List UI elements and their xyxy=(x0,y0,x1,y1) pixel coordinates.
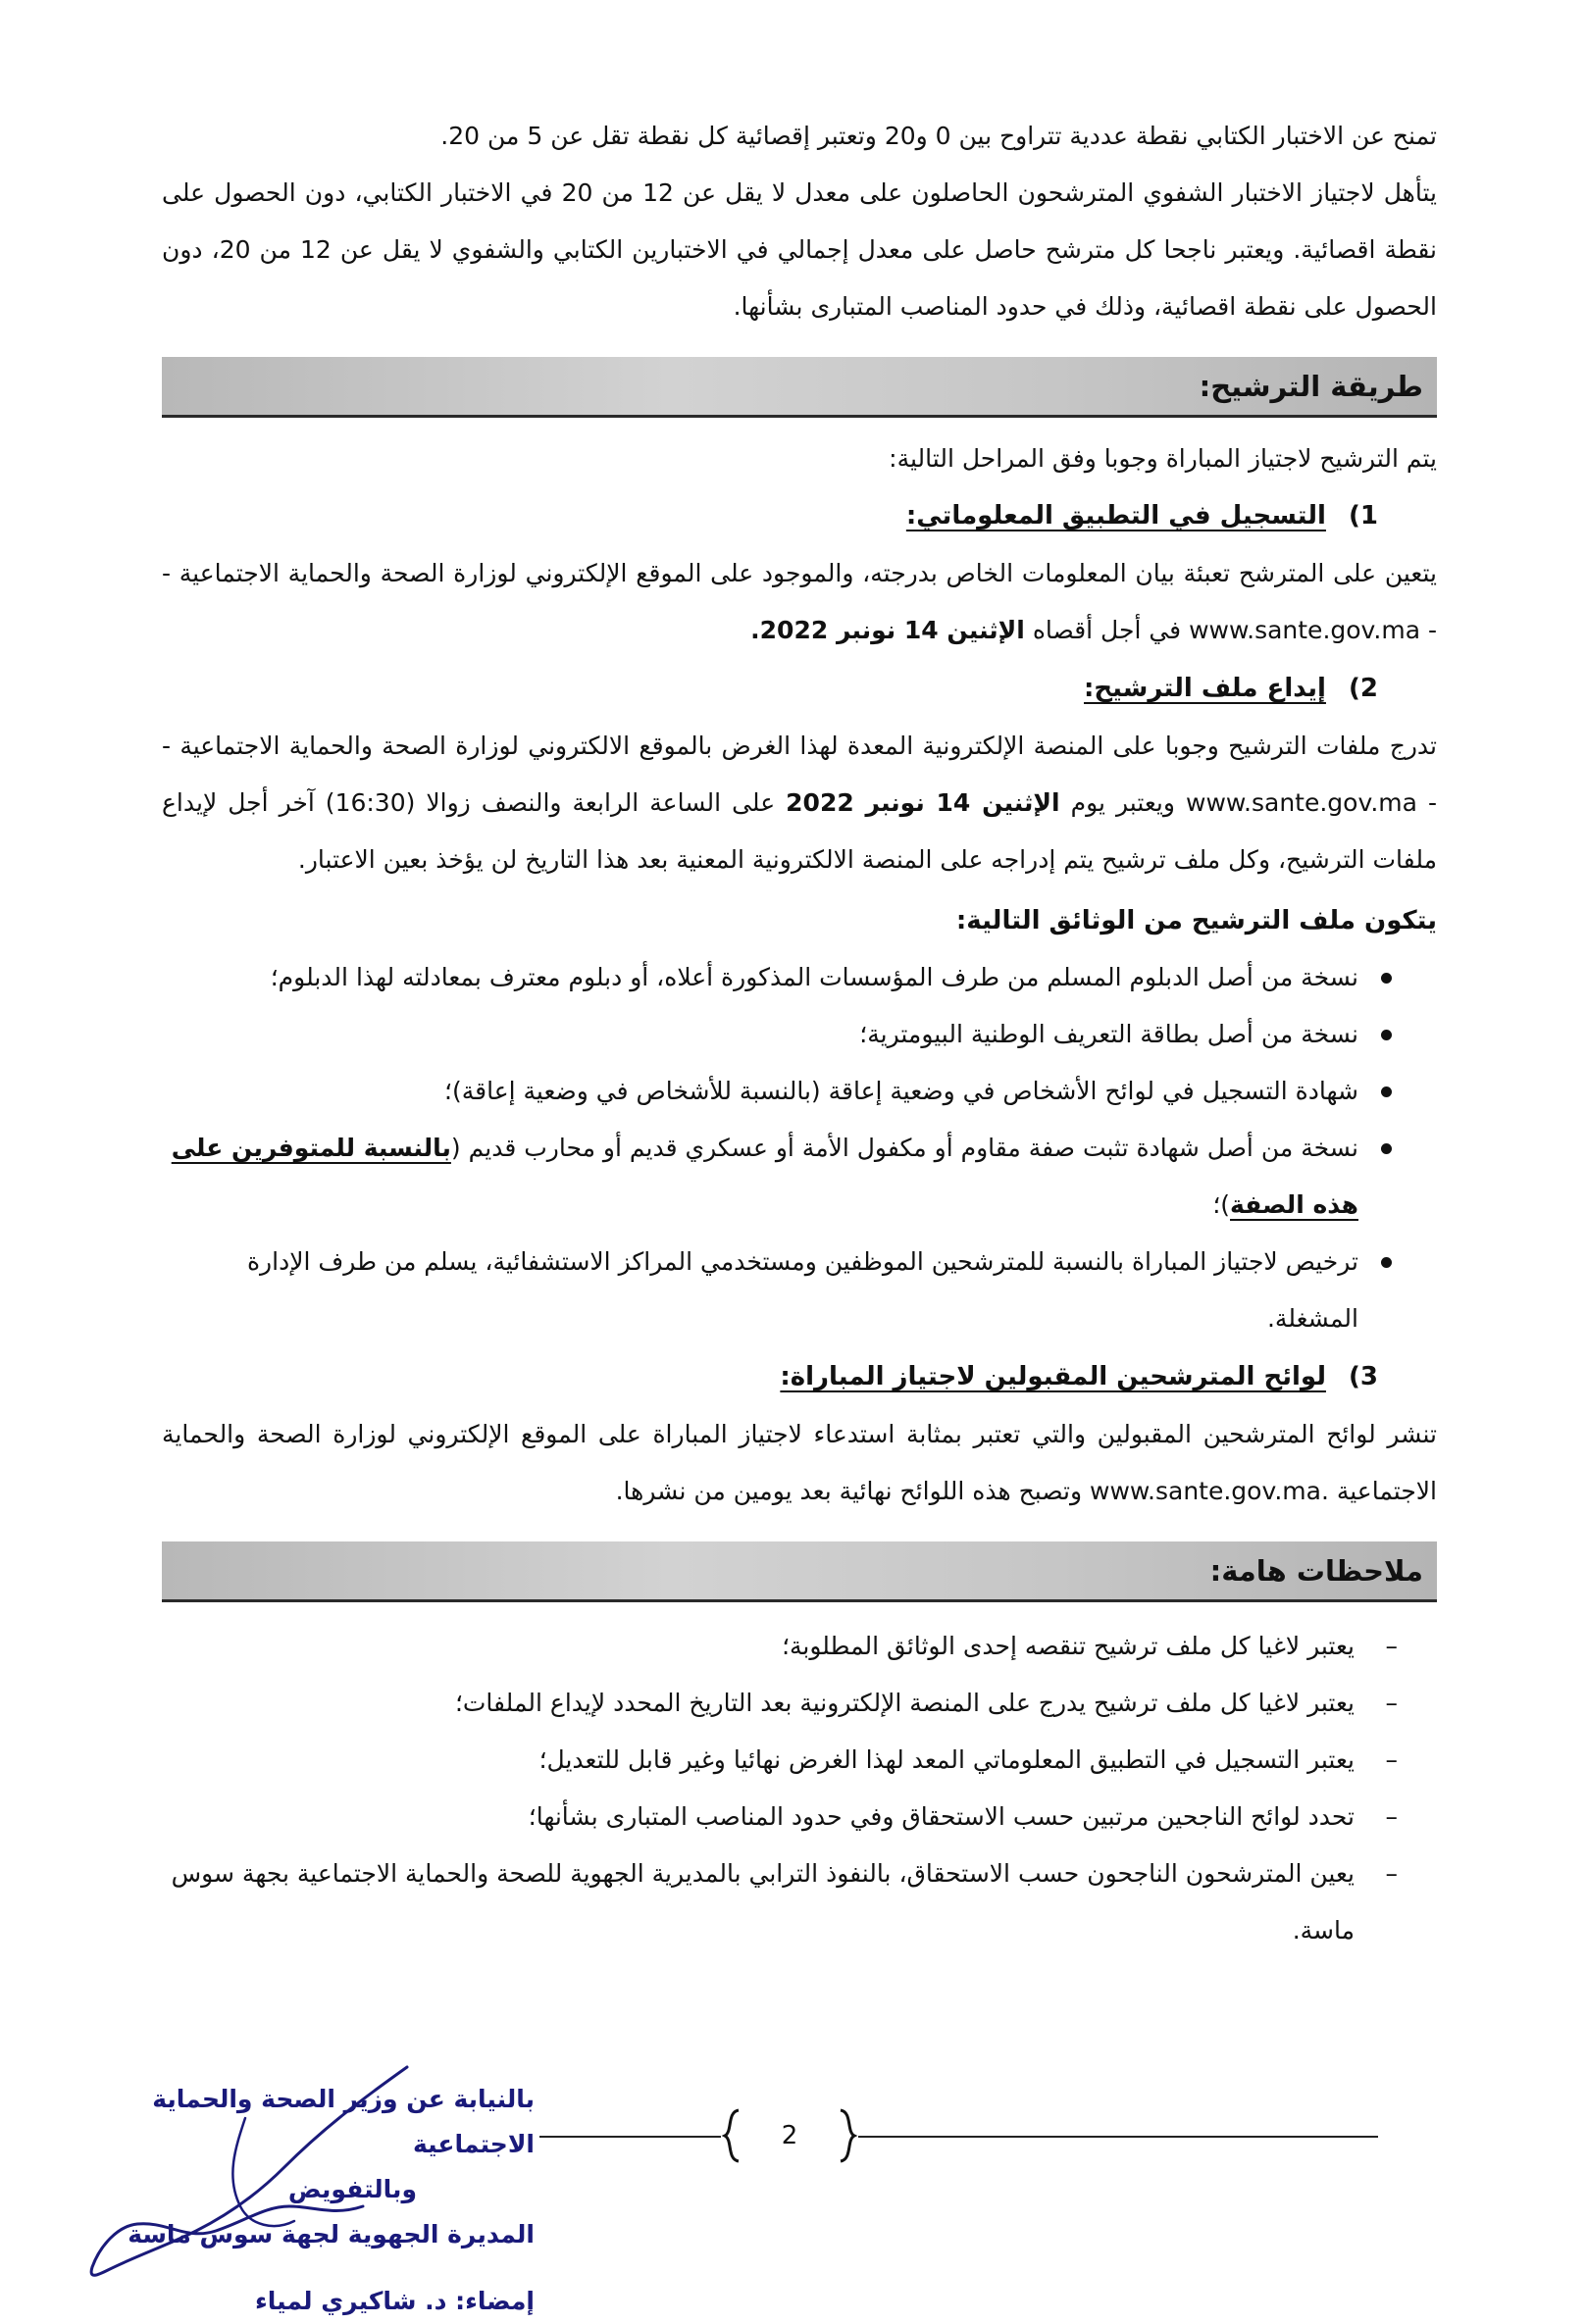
section-header-candidacy xyxy=(162,357,1437,418)
step3-title: لوائح المترشحين المقبولين لاجتياز المباراة: xyxy=(780,1362,1326,1391)
step1-text-a: يتعين على المترشح تعبئة بيان المعلومات الخاص بدرجته، والموجود على الموقع الإلكتروني لوزارة الصحة والحماية الاجتماعية xyxy=(179,559,1437,587)
step2-deadline: الإثنين 14 نونبر 2022 xyxy=(786,788,1060,817)
step1-url: - www.sante.gov.ma - xyxy=(162,559,1437,644)
footer-line-left xyxy=(539,2136,721,2138)
step1-number: 1) xyxy=(1349,501,1378,530)
veteran-text-underlined: بالنسبة للمتوفرين على هذه الصفة xyxy=(171,1134,1358,1219)
document-item-diploma: نسخة من أصل الدبلوم المسلم من طرف المؤسسات المذكورة أعلاه، أو دبلوم معترف بمعادلته لهذا الدبلوم؛ xyxy=(162,949,1398,1006)
note-item: – يعتبر لاغيا كل ملف ترشيح يدرج على المنصة الإلكترونية بعد التاريخ المحدد لإيداع الملفات؛ xyxy=(162,1675,1398,1732)
note-item: – يعتبر التسجيل في التطبيق المعلوماتي المعد لهذا الغرض نهائيا وغير قابل للتعديل؛ xyxy=(162,1732,1398,1789)
step1-heading xyxy=(162,486,1437,545)
note-item: – تحدد لوائح الناجحين مرتبين حسب الاستحقاق وفي حدود المناصب المتبارى بشأنها؛ xyxy=(162,1789,1398,1845)
step1-text-b: في أجل أقصاه xyxy=(1032,616,1182,644)
step2-heading xyxy=(162,659,1437,718)
step2-url: -www.sante.gov.ma - xyxy=(162,732,1437,817)
oral-exam-paragraph: يتأهل لاجتياز الاختبار الشفوي المترشحون الحاصلون على معدل لا يقل عن 12 من 20 في الاختبار الكتابي، دون الحصول على نقطة اقصائية. ويعتبر ناجحا كل مترشح حاصل على معدل إجمالي في الاختبارين الكتابي والشفوي لا يقل عن 12 من 20، دون الحصول على نقطة اقصائية، وذلك في حدود المناصب المتبارى بشأنها. xyxy=(162,178,1437,321)
documents-list xyxy=(162,949,1437,1347)
step3-number: 3) xyxy=(1349,1362,1378,1391)
step2-text-c: على الساعة الرابعة والنصف زوالا (16:30) آخر أجل لإيداع ملفات الترشيح، وكل ملف ترشيح يتم إدراجه على المنصة الالكترونية المعنية بعد هذا التاريخ لن يؤخذ بعين الاعتبار. xyxy=(162,788,1437,874)
step3-text-b: وتصبح هذه اللوائح نهائية بعد يومين من نشرها. xyxy=(615,1477,1083,1505)
step1-title: التسجيل في التطبيق المعلوماتي: xyxy=(905,501,1326,530)
handwritten-signature-icon xyxy=(78,2059,432,2285)
candidacy-intro: يتم الترشيح لاجتياز المباراة وجوبا وفق المراحل التالية: xyxy=(889,444,1437,473)
document-item-disability: شهادة التسجيل في لوائح الأشخاص في وضعية إعاقة (بالنسبة للأشخاص في وضعية إعاقة)؛ xyxy=(162,1063,1398,1120)
document-item-veteran xyxy=(162,1120,1398,1234)
stamp-line-4: إمضاء: د. شاكيري لمياء xyxy=(255,2287,535,2315)
step2-title: إيداع ملف الترشيح: xyxy=(1084,674,1326,703)
step3-url: www.sante.gov.ma. xyxy=(1090,1477,1329,1505)
page-footer xyxy=(0,2059,1586,2315)
step1-paragraph xyxy=(162,545,1437,659)
veteran-text-a: نسخة من أصل شهادة تثبت صفة مقاوم أو مكفول الأمة أو عسكري قديم أو محارب قديم ( xyxy=(450,1134,1358,1162)
step3-heading xyxy=(162,1347,1437,1406)
step3-text-a: تنشر لوائح المترشحين المقبولين والتي تعتبر بمثابة استدعاء لاجتياز المباراة على الموقع الإلكتروني لوزارة الصحة والحماية الاجتماعية xyxy=(162,1420,1437,1505)
step2-text-a: تدرج ملفات الترشيح وجوبا على المنصة الإلكترونية المعدة لهذا الغرض بالموقع الالكتروني لوزارة الصحة والحماية الاجتماعية xyxy=(179,732,1437,760)
document-item-id-card: نسخة من أصل بطاقة التعريف الوطنية البيومترية؛ xyxy=(162,1006,1398,1063)
step2-paragraph xyxy=(162,718,1437,888)
grading-paragraph: تمنح عن الاختبار الكتابي نقطة عددية تتراوح بين 0 و20 وتعتبر إقصائية كل نقطة تقل عن 5 من 20. xyxy=(440,122,1437,150)
note-item: – يعتبر لاغيا كل ملف ترشيح تنقصه إحدى الوثائق المطلوبة؛ xyxy=(162,1618,1398,1675)
document-item-authorization: ترخيص لاجتياز المباراة بالنسبة للمترشحين الموظفين ومستخدمي المراكز الاستشفائية، يسلم من طرف الإدارة المشغلة. xyxy=(162,1234,1398,1347)
step1-deadline: الإثنين 14 نونبر 2022. xyxy=(750,616,1025,644)
note-item: – يعين المترشحون الناجحون حسب الاستحقاق، بالنفوذ الترابي بالمديرية الجهوية للصحة والحماية الاجتماعية بجهة سوس ماسة. xyxy=(162,1845,1398,1959)
step3-paragraph xyxy=(162,1406,1437,1520)
section-title-notes: ملاحظات هامة: xyxy=(1209,1553,1423,1588)
section-title-candidacy: طريقة الترشيح: xyxy=(1199,369,1423,403)
page-number: 2 xyxy=(781,2121,798,2150)
stamp-line-3: المديرة الجهوية لجهة سوس ماسة xyxy=(128,2220,535,2248)
document-page xyxy=(162,108,1437,2226)
step2-text-b: ويعتبر يوم xyxy=(1070,788,1175,817)
stamp-line-1: بالنيابة عن وزير الصحة والحماية الاجتماعية xyxy=(152,2085,535,2158)
notes-list xyxy=(162,1618,1437,1959)
veteran-text-b: )؛ xyxy=(1212,1190,1231,1219)
documents-heading: يتكون ملف الترشيح من الوثائق التالية: xyxy=(955,906,1437,935)
step2-number: 2) xyxy=(1349,674,1378,703)
footer-line-right xyxy=(858,2136,1378,2138)
page-number-box xyxy=(721,2106,858,2165)
stamp-line-2: وبالتفويض xyxy=(287,2175,417,2203)
section-header-notes xyxy=(162,1541,1437,1602)
